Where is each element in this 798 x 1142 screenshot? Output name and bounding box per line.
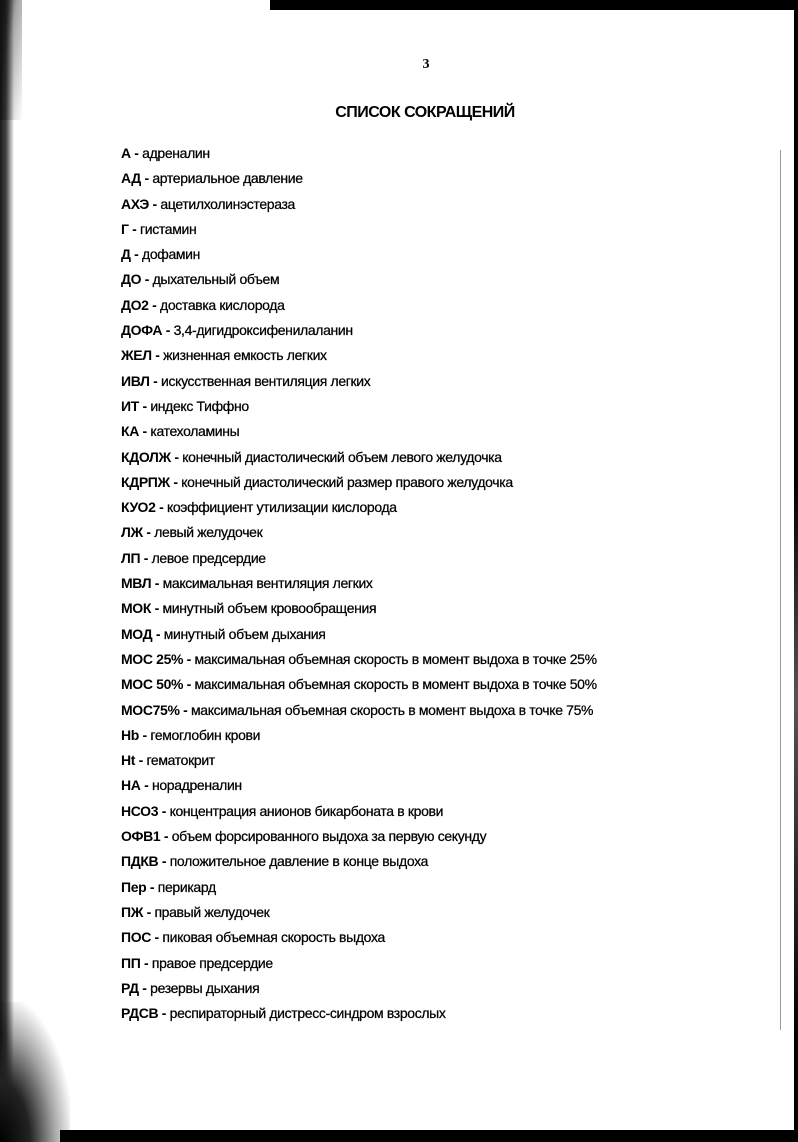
abbreviation-entry [121,851,597,876]
abbreviation-entry [121,345,597,370]
abbreviation-term: МОС75% [121,701,180,718]
abbreviation-definition: дофамин [142,246,201,263]
abbreviation-entry [121,244,597,269]
abbreviation-separator: - [151,600,163,617]
abbreviation-entry [121,497,597,522]
abbreviation-entry [121,168,597,193]
abbreviation-entry [121,269,597,294]
abbreviation-term: ОФВ1 [121,828,161,845]
scan-shadow-top-left [0,0,22,120]
abbreviation-definition: положительное давление в конце выдоха [169,853,429,870]
abbreviation-entry [121,548,597,573]
abbreviation-separator: - [142,524,155,541]
abbreviation-entry [121,649,597,674]
abbreviation-term: АД [121,170,141,187]
abbreviation-separator: - [130,145,143,161]
abbreviation-separator: - [151,575,163,592]
page-number: 3 [422,57,430,72]
abbreviation-term: МОС 25% [121,650,184,667]
abbreviation-definition: артериальное давление [152,170,303,187]
abbreviation-entry [121,219,597,244]
abbreviation-entry [121,522,597,547]
abbreviation-separator: - [169,473,182,490]
abbreviation-term: ЛП [121,549,141,566]
abbreviation-term: КДОЛЖ [121,448,171,465]
abbreviation-separator: - [179,701,191,718]
abbreviation-separator: - [160,828,172,845]
abbreviation-entry [121,396,597,421]
abbreviation-definition: максимальная вентиляция легких [162,575,373,592]
abbreviation-definition: минутный объем кровообращения [162,600,377,617]
abbreviation-term: ЖЕЛ [121,347,152,364]
abbreviation-term: МОС 50% [121,676,184,693]
abbreviation-term: МВЛ [121,575,152,592]
abbreviation-term: ЛЖ [121,524,143,541]
abbreviation-separator: - [140,170,153,187]
abbreviation-definition: максимальная объемная скорость в момент выдоха в точке 25% [194,650,597,667]
scan-shadow-bottom-left [0,1002,70,1142]
abbreviation-term: КДРПЖ [121,473,170,490]
abbreviation-entry [121,143,597,168]
abbreviation-separator: - [135,752,147,769]
abbreviation-term: РД [121,979,139,996]
abbreviation-term: КА [121,423,139,440]
abbreviation-definition: респираторный дистресс-синдром взрослых [169,1005,446,1022]
abbreviation-term: НСО3 [121,802,159,819]
abbreviation-entry [121,725,597,750]
abbreviation-term: ПДКВ [121,853,159,870]
abbreviation-entry [121,1003,597,1028]
abbreviation-definition: индекс Тиффно [150,397,249,414]
abbreviation-definition: левое предсердие [151,549,266,566]
abbreviation-separator: - [158,853,170,870]
abbreviation-separator: - [158,1005,170,1022]
scan-margin-line [780,150,781,1030]
abbreviation-separator: - [146,878,158,895]
abbreviation-entry [121,447,597,472]
abbreviation-separator: - [151,929,163,946]
abbreviation-separator: - [140,549,152,566]
abbreviation-separator: - [130,246,143,263]
abbreviation-separator: - [143,903,155,920]
abbreviation-definition: жизненная емкость легких [163,347,327,364]
abbreviation-definition: гематокрит [146,752,215,769]
abbreviation-definition: катехоламины [150,423,240,440]
abbreviation-term: Д [121,246,131,263]
abbreviation-entry [121,700,597,725]
abbreviation-definition: адреналин [142,145,210,161]
abbreviation-term: ДО2 [121,296,149,313]
abbreviation-definition: конечный диастолический объем левого желудочка [182,448,502,465]
abbreviation-term: ПП [121,954,141,971]
abbreviation-definition: пиковая объемная скорость выдоха [162,929,385,946]
abbreviation-separator: - [149,372,162,389]
abbreviation-separator: - [183,650,195,667]
abbreviation-separator: - [162,322,174,339]
abbreviation-separator: - [140,777,152,794]
scan-edge-left [0,0,14,1142]
abbreviation-definition: доставка кислорода [160,296,285,313]
scan-edge-bottom [60,1130,798,1142]
abbreviation-definition: правый желудочек [154,903,270,920]
abbreviation-term: РДСВ [121,1005,159,1022]
abbreviation-separator: - [149,195,161,212]
abbreviation-term: А [121,145,131,161]
abbreviation-separator: - [141,271,153,288]
abbreviation-entry [121,927,597,952]
abbreviation-definition: искусственная вентиляция легких [161,372,371,389]
abbreviation-entry [121,801,597,826]
abbreviation-definition: резервы дыхания [150,979,260,996]
abbreviation-entry [121,902,597,927]
abbreviation-entry [121,598,597,623]
abbreviation-entry [121,953,597,978]
abbreviation-separator: - [183,676,195,693]
abbreviation-definition: гемоглобин крови [150,726,261,743]
abbreviation-separator: - [138,397,151,414]
abbreviation-term: МОД [121,625,153,642]
abbreviation-entry [121,194,597,219]
abbreviation-term: ИТ [121,397,139,414]
abbreviation-separator: - [138,423,151,440]
abbreviation-separator: - [155,499,167,516]
abbreviation-separator: - [158,802,170,819]
abbreviation-term: ДО [121,271,142,288]
abbreviation-definition: коэффициент утилизации кислорода [166,499,397,516]
abbreviation-term: ДОФА [121,322,163,339]
abbreviation-term: Пер [121,878,147,895]
abbreviation-term: Hb [121,726,139,743]
scan-edge-top [270,0,798,10]
abbreviation-definition: дыхательный объем [152,271,280,288]
abbreviation-separator: - [152,625,164,642]
abbreviation-separator: - [128,220,140,237]
abbreviation-term: ИВЛ [121,372,150,389]
abbreviation-separator: - [138,726,151,743]
abbreviation-separator: - [140,954,152,971]
abbreviation-separator: - [151,347,164,364]
abbreviation-definition: объем форсированного выдоха за первую секунду [171,828,487,845]
abbreviation-entry [121,978,597,1003]
abbreviation-definition: ацетилхолинэстераза [160,195,295,212]
abbreviation-entry [121,826,597,851]
abbreviation-term: НА [121,777,141,794]
abbreviation-term: Ht [121,752,136,769]
abbreviation-entry [121,674,597,699]
page-title: СПИСОК СОКРАЩЕНИЙ [335,104,515,121]
abbreviation-entry [121,573,597,598]
abbreviation-term: Г [121,220,129,237]
abbreviation-definition: концентрация анионов бикарбоната в крови [169,802,444,819]
abbreviation-term: ПЖ [121,903,144,920]
abbreviation-term: МОК [121,600,152,617]
abbreviation-separator: - [138,979,151,996]
abbreviation-separator: - [170,448,183,465]
abbreviation-entry [121,295,597,320]
abbreviation-definition: максимальная объемная скорость в момент выдоха в точке 75% [191,701,594,718]
abbreviation-definition: гистамин [140,220,197,237]
abbreviation-term: ПОС [121,929,152,946]
abbreviation-definition: максимальная объемная скорость в момент выдоха в точке 50% [194,676,597,693]
scan-edge-right [794,0,798,1142]
abbreviation-definition: левый желудочек [154,524,263,541]
abbreviation-list [121,143,597,1028]
abbreviation-separator: - [148,296,161,313]
abbreviation-entry [121,472,597,497]
abbreviation-entry [121,877,597,902]
abbreviation-entry [121,750,597,775]
abbreviation-entry [121,421,597,446]
abbreviation-entry [121,320,597,345]
abbreviation-entry [121,371,597,396]
abbreviation-definition: правое предсердие [151,954,273,971]
abbreviation-definition: перикард [157,878,216,895]
abbreviation-entry [121,624,597,649]
abbreviation-term: АХЭ [121,195,150,212]
abbreviation-definition: конечный диастолический размер правого желудочка [181,473,513,490]
abbreviation-term: КУО2 [121,499,156,516]
abbreviation-definition: норадреналин [151,777,242,794]
abbreviation-definition: 3,4-дигидроксифенилаланин [173,322,353,339]
abbreviation-definition: минутный объем дыхания [163,625,326,642]
abbreviation-entry [121,775,597,800]
